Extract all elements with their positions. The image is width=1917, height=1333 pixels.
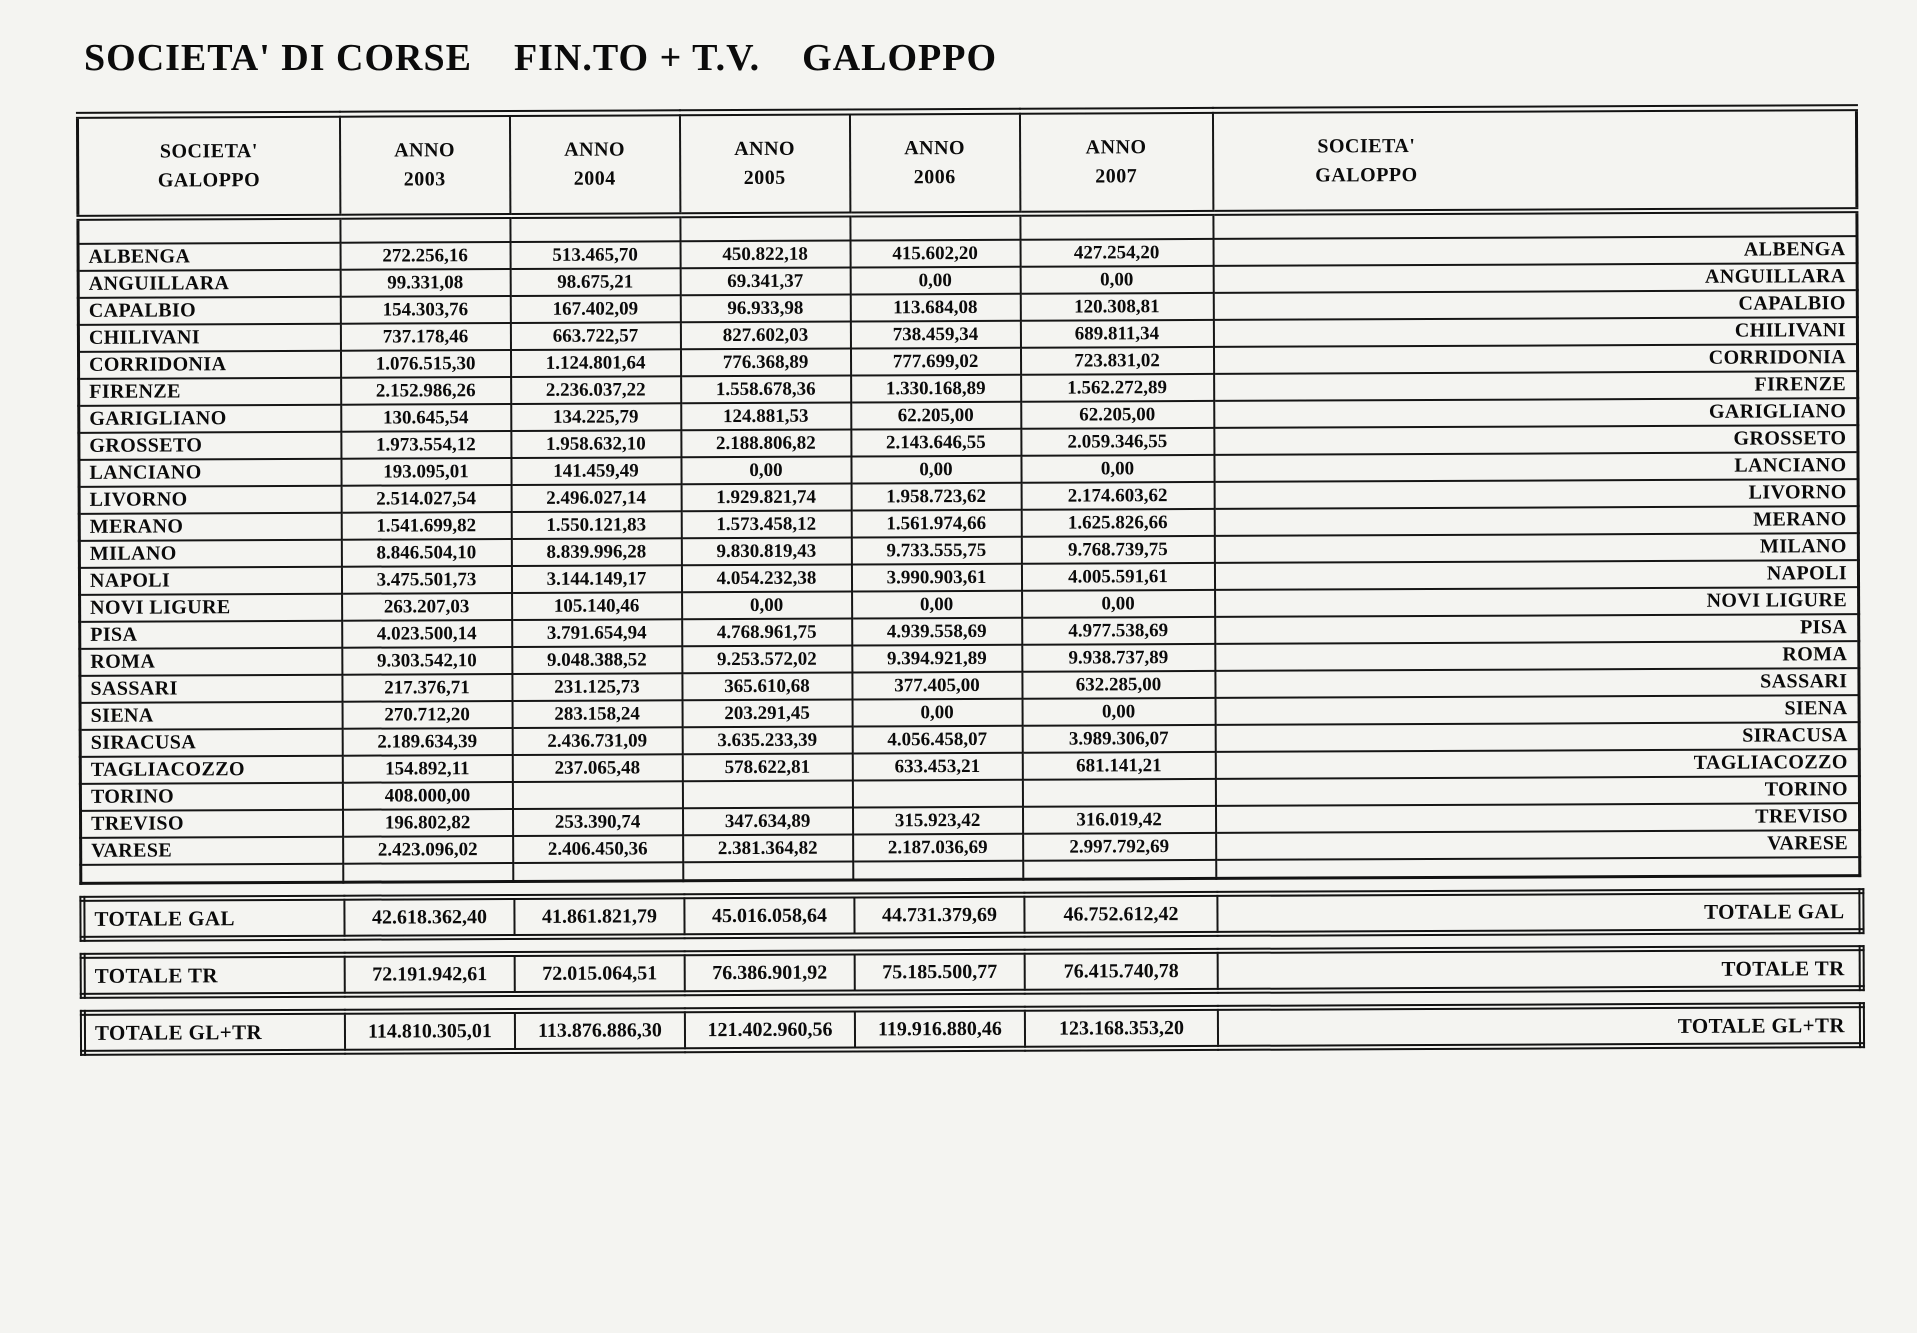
year-2005-value: 0,00 [681,456,851,484]
year-2005-value: 2.381.364,82 [683,834,853,862]
society-name-right: SIRACUSA [1215,722,1859,752]
year-2003-value: 2.423.096,02 [343,835,513,863]
society-name-right: CHILIVANI [1213,317,1857,347]
society-name-left: GARIGLIANO [79,404,341,432]
year-2004-value: 237.065,48 [512,754,682,782]
year-2005-value: 96.933,98 [680,294,850,322]
spacer-cell [853,860,1023,880]
year-2006-value: 377.405,00 [852,671,1022,699]
year-2006-value: 777.699,02 [850,347,1020,375]
totals-year-2005-value: 76.386.901,92 [685,953,855,994]
society-name-left: MERANO [79,512,341,540]
totals-year-2006-value: 75.185.500,77 [855,952,1025,993]
year-2006-value: 1.330.168,89 [851,374,1021,402]
year-2005-value [682,780,852,808]
totals-row [83,1005,1862,1053]
totals-year-2007-value: 76.415.740,78 [1025,951,1218,992]
society-name-left: LIVORNO [79,485,341,513]
year-2005-value: 365.610,68 [682,672,852,700]
spacer-cell [340,215,510,242]
column-header-societa-left: SOCIETA' GALOPPO [77,114,339,217]
year-2007-value: 9.938.737,89 [1022,643,1215,671]
year-2005-value: 0,00 [682,591,852,619]
year-2003-value: 9.303.542,10 [342,646,512,674]
totals-year-2007-value: 46.752.612,42 [1024,894,1217,935]
year-2007-value: 723.831,02 [1020,346,1213,374]
year-2003-value: 3.475.501,73 [341,565,511,593]
society-name-right: NAPOLI [1214,560,1858,590]
year-2004-value: 1.550.121,83 [511,511,681,539]
year-2006-value: 113.684,08 [850,293,1020,321]
header-row [77,108,1856,218]
totals-label-left: TOTALE TR [83,955,345,996]
year-2007-value: 427.254,20 [1020,238,1213,266]
year-2004-value: 134.225,79 [511,403,681,431]
society-name-left: CORRIDONIA [78,350,340,378]
spacer-cell [1216,857,1860,879]
society-name-left: NAPOLI [79,566,341,594]
spacer-cell [850,213,1020,240]
year-2003-value: 217.376,71 [342,673,512,701]
society-name-left: MILANO [79,539,341,567]
year-2005-value: 4.054.232,38 [681,564,851,592]
year-2005-value: 2.188.806,82 [681,429,851,457]
year-2004-value [512,781,682,809]
year-2004-value: 253.390,74 [512,808,682,836]
year-2004-value: 2.406.450,36 [513,835,683,863]
column-header-anno-2003: ANNO 2003 [339,113,509,216]
year-2004-value: 2.236.037,22 [511,376,681,404]
society-name-left: SIENA [80,701,342,729]
spacer-cell [680,214,850,241]
totals-label-right: TOTALE GL+TR [1218,1005,1862,1048]
totals-year-2004-value: 113.876.886,30 [515,1010,685,1051]
year-2003-value: 408.000,00 [342,781,512,809]
society-name-right: NOVI LIGURE [1215,587,1859,617]
society-name-right: LIVORNO [1214,479,1858,509]
society-name-right: MILANO [1214,533,1858,563]
year-2005-value: 578.622,81 [682,753,852,781]
society-name-left: ALBENGA [78,242,340,270]
society-name-left: ANGUILLARA [78,269,340,297]
year-2006-value: 1.561.974,66 [851,509,1021,537]
year-2006-value: 4.056.458,07 [852,725,1022,753]
totals-year-2004-value: 72.015.064,51 [515,953,685,994]
year-2007-value: 316.019,42 [1022,805,1215,833]
totals-label-right: TOTALE TR [1218,948,1862,991]
year-2006-value: 1.958.723,62 [851,482,1021,510]
society-name-right: VARESE [1216,830,1860,860]
totals-table-1 [80,945,1865,999]
year-2005-value: 827.602,03 [680,321,850,349]
year-2006-value: 62.205,00 [851,401,1021,429]
society-name-left: GROSSETO [79,431,341,459]
year-2004-value: 283.158,24 [512,700,682,728]
year-2003-value: 154.303,76 [340,295,510,323]
society-name-right: TREVISO [1215,803,1859,833]
year-2005-value: 1.558.678,36 [681,375,851,403]
year-2006-value: 9.733.555,75 [851,536,1021,564]
year-2007-value: 4.005.591,61 [1021,562,1214,590]
table-area [76,104,1861,1056]
year-2004-value: 9.048.388,52 [512,646,682,674]
year-2007-value: 62.205,00 [1021,400,1214,428]
society-name-right: MERANO [1214,506,1858,536]
society-name-left: LANCIANO [79,458,341,486]
year-2003-value: 2.189.634,39 [342,727,512,755]
year-2004-value: 231.125,73 [512,673,682,701]
spacer-cell [78,216,340,243]
column-header-anno-2007: ANNO 2007 [1019,110,1212,213]
society-name-left: VARESE [81,836,343,864]
year-2004-value: 513.465,70 [510,241,680,269]
year-2004-value: 167.402,09 [510,295,680,323]
year-2006-value: 2.187.036,69 [853,833,1023,861]
year-2005-value: 69.341,37 [680,267,850,295]
year-2006-value [852,779,1022,807]
year-2004-value: 105.140,46 [512,592,682,620]
spacer-cell [1020,212,1213,239]
year-2003-value: 737.178,46 [340,322,510,350]
totals-row [83,948,1862,996]
society-name-right: GROSSETO [1214,425,1858,455]
year-2003-value: 8.846.504,10 [341,538,511,566]
year-2005-value: 9.830.819,43 [681,537,851,565]
spacer-cell [1213,210,1857,239]
year-2007-value: 1.562.272,89 [1021,373,1214,401]
year-2005-value: 124.881,53 [681,402,851,430]
society-name-left: ROMA [80,647,342,675]
year-2003-value: 1.541.699,82 [341,511,511,539]
year-2003-value: 270.712,20 [342,700,512,728]
year-2004-value: 3.791.654,94 [512,619,682,647]
year-2005-value: 776.368,89 [680,348,850,376]
year-2007-value [1022,778,1215,806]
year-2004-value: 8.839.996,28 [511,538,681,566]
totals-year-2006-value: 119.916.880,46 [855,1009,1025,1050]
society-name-right: TORINO [1215,776,1859,806]
totals-label-left: TOTALE GAL [82,898,344,939]
society-name-right: GARIGLIANO [1214,398,1858,428]
year-2007-value: 2.059.346,55 [1021,427,1214,455]
year-2004-value: 98.675,21 [510,268,680,296]
year-2006-value: 738.459,34 [850,320,1020,348]
year-2007-value: 681.141,21 [1022,751,1215,779]
year-2006-value: 315.923,42 [852,806,1022,834]
totals-row [82,891,1861,939]
year-2007-value: 0,00 [1022,589,1215,617]
year-2007-value: 120.308,81 [1020,292,1213,320]
totals-table-0 [79,888,1864,942]
year-2005-value: 1.573.458,12 [681,510,851,538]
society-name-right: CAPALBIO [1213,290,1857,320]
spacer-cell [81,863,343,883]
year-2005-value: 347.634,89 [682,807,852,835]
society-name-right: PISA [1215,614,1859,644]
totals-year-2007-value: 123.168.353,20 [1025,1008,1218,1049]
spacer-cell [513,862,683,882]
totals-label-left: TOTALE GL+TR [83,1012,345,1053]
totals-year-2003-value: 114.810.305,01 [345,1011,515,1052]
year-2005-value: 4.768.961,75 [682,618,852,646]
totals-label-right: TOTALE GAL [1217,891,1861,934]
year-2003-value: 2.514.027,54 [341,484,511,512]
column-header-anno-2006: ANNO 2006 [849,111,1019,214]
society-name-right: TAGLIACOZZO [1215,749,1859,779]
totals-year-2004-value: 41.861.821,79 [514,896,684,937]
year-2007-value: 2.174.603,62 [1021,481,1214,509]
year-2005-value: 9.253.572,02 [682,645,852,673]
totals-year-2005-value: 45.016.058,64 [684,896,854,937]
column-header-anno-2005: ANNO 2005 [679,112,849,215]
year-2006-value: 633.453,21 [852,752,1022,780]
year-2007-value: 689.811,34 [1020,319,1213,347]
totals-year-2003-value: 72.191.942,61 [345,954,515,995]
year-2006-value: 4.939.558,69 [852,617,1022,645]
year-2007-value: 2.997.792,69 [1023,832,1216,860]
year-2003-value: 1.973.554,12 [341,430,511,458]
society-name-right: SIENA [1215,695,1859,725]
year-2003-value: 130.645,54 [341,403,511,431]
year-2006-value: 0,00 [852,590,1022,618]
year-2006-value: 0,00 [851,455,1021,483]
year-2006-value: 0,00 [850,266,1020,294]
year-2006-value: 415.602,20 [850,239,1020,267]
society-name-right: SASSARI [1215,668,1859,698]
year-2003-value: 99.331,08 [340,268,510,296]
year-2005-value: 450.822,18 [680,240,850,268]
year-2007-value: 0,00 [1020,265,1213,293]
year-2003-value: 1.076.515,30 [340,349,510,377]
society-name-left: TAGLIACOZZO [80,755,342,783]
year-2007-value: 9.768.739,75 [1021,535,1214,563]
page-title: SOCIETA' DI CORSE FIN.TO + T.V. GALOPPO [84,37,998,79]
year-2006-value: 9.394.921,89 [852,644,1022,672]
year-2003-value: 4.023.500,14 [342,619,512,647]
year-2006-value: 0,00 [852,698,1022,726]
totals-year-2003-value: 42.618.362,40 [344,897,514,938]
society-name-left: FIRENZE [79,377,341,405]
society-name-right: ANGUILLARA [1213,263,1857,293]
year-2007-value: 0,00 [1022,697,1215,725]
year-2004-value: 2.496.027,14 [511,484,681,512]
year-2004-value: 141.459,49 [511,457,681,485]
galoppo-table [76,104,1861,885]
spacer-cell [510,215,680,242]
year-2003-value: 263.207,03 [342,592,512,620]
year-2005-value: 203.291,45 [682,699,852,727]
year-2004-value: 3.144.149,17 [511,565,681,593]
society-name-right: FIRENZE [1214,371,1858,401]
spacer-cell [343,862,513,882]
year-2007-value: 4.977.538,69 [1022,616,1215,644]
year-2007-value: 632.285,00 [1022,670,1215,698]
society-name-right: ALBENGA [1213,236,1857,266]
spacer-cell [1023,859,1216,879]
year-2003-value: 272.256,16 [340,241,510,269]
totals-year-2005-value: 121.402.960,56 [685,1009,855,1050]
totals-table-2 [80,1002,1865,1056]
year-2003-value: 193.095,01 [341,457,511,485]
society-name-left: CHILIVANI [78,323,340,351]
year-2003-value: 196.802,82 [342,808,512,836]
table-body [78,236,1860,865]
year-2005-value: 1.929.821,74 [681,483,851,511]
society-name-left: TREVISO [80,809,342,837]
totals-year-2006-value: 44.731.379,69 [854,895,1024,936]
year-2004-value: 2.436.731,09 [512,727,682,755]
year-2003-value: 154.892,11 [342,754,512,782]
totals-section [79,888,1861,1056]
society-name-left: CAPALBIO [78,296,340,324]
society-name-right: ROMA [1215,641,1859,671]
column-header-anno-2004: ANNO 2004 [509,113,679,216]
year-2003-value: 2.152.986,26 [341,376,511,404]
society-name-left: SIRACUSA [80,728,342,756]
year-2004-value: 663.722,57 [510,322,680,350]
year-2007-value: 0,00 [1021,454,1214,482]
year-2005-value: 3.635.233,39 [682,726,852,754]
society-name-left: PISA [80,620,342,648]
society-name-left: NOVI LIGURE [80,593,342,621]
society-name-left: TORINO [80,782,342,810]
society-name-right: CORRIDONIA [1213,344,1857,374]
society-name-right: LANCIANO [1214,452,1858,482]
year-2004-value: 1.124.801,64 [510,349,680,377]
year-2006-value: 3.990.903,61 [851,563,1021,591]
column-header-societa-right: SOCIETA' GALOPPO [1212,108,1856,213]
year-2007-value: 3.989.306,07 [1022,724,1215,752]
year-2006-value: 2.143.646,55 [851,428,1021,456]
year-2007-value: 1.625.826,66 [1021,508,1214,536]
society-name-left: SASSARI [80,674,342,702]
spacer-cell [683,861,853,881]
year-2004-value: 1.958.632,10 [511,430,681,458]
